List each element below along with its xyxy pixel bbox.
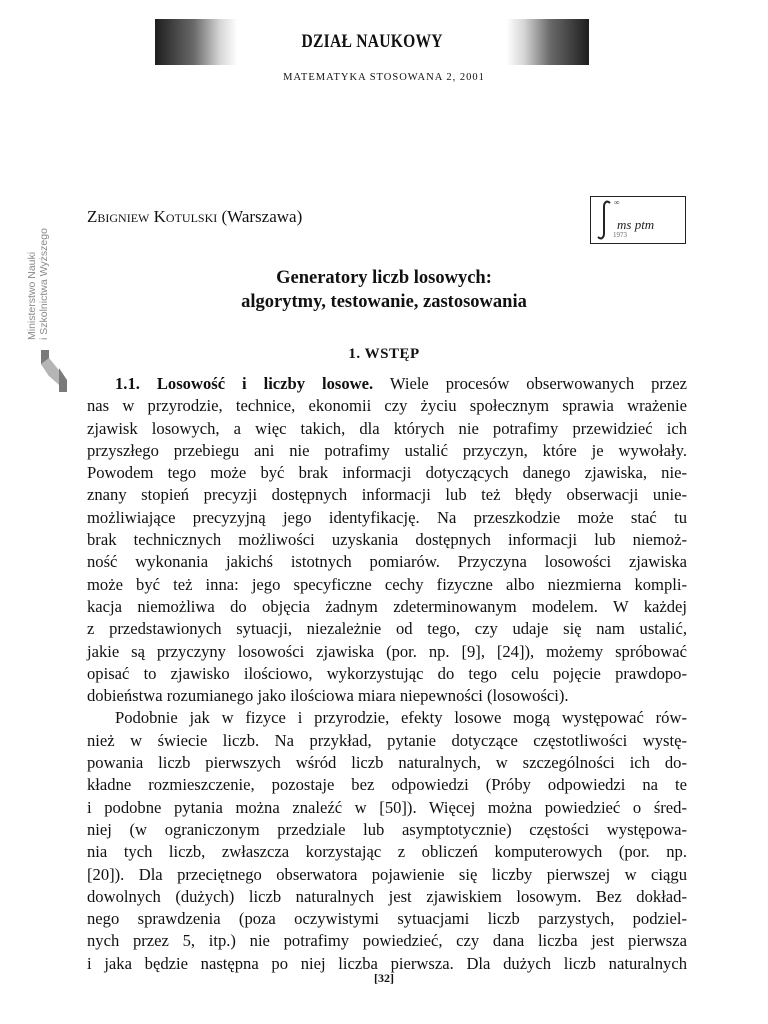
- text-line: i podobne pytania można znaleźć w [50]). Więcej można powiedzieć o śred-: [87, 797, 687, 817]
- logo-text: ms ptm: [617, 217, 655, 232]
- text-line: i jaka będzie następna po niej liczba pierwsza. Dla dużych liczb naturalnych: [87, 953, 687, 973]
- text-line: niej (w ograniczonym przedziale lub asymptotycznie) częstości występowa-: [87, 819, 687, 839]
- text-line: dobieństwa rozumianego jako ilościowa miara niepewności (losowości).: [87, 686, 569, 706]
- society-logo: [590, 196, 686, 244]
- text-line: Powodem tego może być brak informacji dotyczących danego zjawiska, nie-: [87, 463, 687, 483]
- text-line: [20]). Dla przeciętnego obserwatora pojawienie się liczby pierwszej w ciągu: [87, 864, 687, 884]
- text-line: ność wykonania jakichś istotnych pomiarów. Przyczyna losowości zjawiska: [87, 552, 687, 572]
- subsection-heading: 1.1. Losowość i liczby losowe.: [115, 374, 374, 393]
- title-line-1: Generatory liczb losowych:: [276, 268, 492, 288]
- title-line-2: algorytmy, testowanie, zastosowania: [241, 292, 527, 312]
- author-line: [87, 207, 302, 227]
- infinity-icon: ∞: [614, 198, 620, 207]
- body-text: [87, 373, 687, 975]
- text-line: nego sprawdzenia (poza oczywistymi sytuacjami liczb parzystych, podziel-: [87, 909, 687, 929]
- author-last-name: Kotulski: [153, 207, 218, 226]
- text-line: kacja niemożliwa do objęcia żadnym zdeterminowanym modelem. W każdej: [87, 596, 687, 616]
- journal-header: MATEMATYKA STOSOWANA 2, 2001: [283, 72, 485, 83]
- text-line: z przedstawionych sytuacji, niezależnie od tego, czy udaje się nam ustalić,: [87, 619, 687, 639]
- text-line: jakie są przyczyny losowości zjawiska (por. np. [9], [24]), możemy spróbować: [87, 641, 687, 661]
- paper-title: [0, 266, 768, 314]
- integral-icon: [595, 199, 615, 241]
- text-line: nych przez 5, itp.) nie potrafimy powiedzieć, czy dana liczba jest pierwsza: [87, 931, 687, 951]
- text-line: znany stopień precyzji dostępnych informacji lub też błędy obserwacji unie-: [87, 485, 687, 505]
- author-first-name: Zbigniew: [87, 207, 150, 226]
- author-city: (Warszawa): [221, 207, 303, 226]
- text-line: Podobnie jak w fizyce i przyrodzie, efekty losowe mogą występować rów-: [115, 708, 687, 728]
- text-line: możliwiające precyzyjną jego identyfikację. Na przeszkodzie może stać tu: [87, 507, 687, 527]
- text-line: nas w przyrodzie, technice, ekonomii czy życiu społecznym sprawia wrażenie: [87, 396, 687, 416]
- page-number: [32]: [374, 971, 394, 985]
- text-line: zjawisk losowych, a więc takich, dla których nie potrafimy przewidzieć ich: [87, 418, 687, 438]
- watermark-line-1: Ministerstwo Nauki: [26, 251, 38, 340]
- watermark-line-2: i Szkolnictwa Wyższego: [38, 228, 50, 340]
- text-line: przyszłego przebiegu ani nie potrafimy ustalić przyczyn, które je wywołały.: [87, 440, 687, 460]
- text-line: nież w świecie liczb. Na przykład, pytanie dotyczące częstotliwości wystę-: [87, 730, 687, 750]
- text-line: opisać to zjawisko ilościowo, wykorzystując do tego celu pojęcie prawdopo-: [87, 663, 687, 683]
- text-line: może być też inna: jego specyficzne cechy fizyczne albo niezmierna kompli-: [87, 574, 687, 594]
- section-heading: 1. WSTĘP: [348, 346, 420, 362]
- banner-title: DZIAŁ NAUKOWY: [301, 31, 443, 52]
- text-line: dowolnych (dużych) liczb naturalnych jest zjawiskiem losowym. Bez dokład-: [87, 886, 687, 906]
- text-line: nia tych liczb, zwłaszcza korzystając z obliczeń komputerowych (por. np.: [87, 842, 687, 862]
- logo-year: 1973: [613, 231, 627, 239]
- text-line: 1.1. Losowość i liczby losowe. Wiele procesów obserwowanych przez: [115, 374, 687, 393]
- text-line: brak technicznych możliwości uzyskania dostępnych informacji lub niemoż-: [87, 530, 687, 550]
- text-line: powania liczb pierwszych wśród liczb naturalnych, w szczególności ich do-: [87, 753, 687, 773]
- text-line: kładne rozmieszczenie, pozostaje bez odpowiedzi (Próby odpowiedzi na te: [87, 775, 687, 795]
- section-banner: [155, 19, 589, 65]
